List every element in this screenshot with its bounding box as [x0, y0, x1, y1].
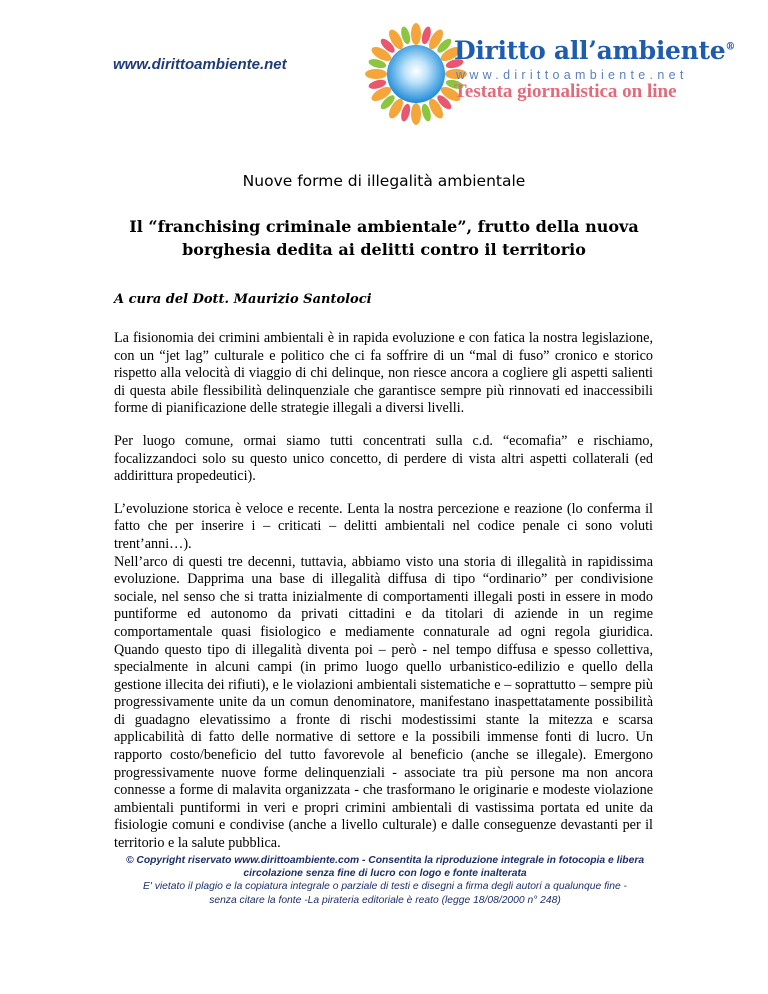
brand-url: www.dirittoambiente.net [456, 68, 688, 82]
registered-mark: ® [725, 41, 736, 53]
logo [364, 22, 736, 126]
brand-tagline: Testata giornalistica on line [454, 81, 677, 102]
article-title [0, 215, 768, 261]
paragraph: Per luogo comune, ormai siamo tutti concentrati sulla c.d. “ecomafia” e rischiamo, focalizzandoci solo su questo unico concetto, di perdere di vista altri aspetti collaterali (ed addirittura propedeutici). [114, 432, 653, 485]
article-body [114, 330, 653, 868]
footer-line-2: circolazione senza fine di lucro con logo e fonte inalterata [243, 868, 527, 880]
copyright-footer [60, 854, 710, 907]
title-line-1: Il “franchising criminale ambientale”, frutto della nuova [129, 217, 639, 236]
footer-line-1: © Copyright riservato www.dirittoambiente.com - Consentita la riproduzione integrale in fotocopia e libera [125, 855, 645, 866]
brand-name: Diritto all’ambiente® [454, 36, 736, 65]
article-author: A cura del Dott. Maurizio Santoloci [114, 292, 372, 307]
footer-line-3: E' vietato il plagio e la copiatura integrale o parziale di testi e disegni a firma degli autori a qualunque fine - [143, 881, 627, 893]
paragraph: Nell’arco di questi tre decenni, tuttavia, abbiamo visto una storia di illegalità in rapidissima evoluzione. Dapprima una base di illegalità diffusa di tipo “ordinario” per condivisione sociale, nel senso che si tratta inizialmente di comportamenti illegali posti in essere in modo puntiforme ed autonomo da privati cittadini e da titolari di aziende in un regime comportamentale quasi fisiologico e mediamente connaturale ad ogni regola giuridica. Quando questo tipo di illegalità diventa poi – però - nel tempo diffusa e spesso collettiva, specialmente in alcuni campi (in primo luogo quello urbanistico-edilizio e quello della gestione illecita dei rifiuti), e le violazioni ambientali sistematiche e – soprattutto – sempre più progressivamente unite da un comun denominatore, manifestano inaspettatamente possibilità di guadagno elevatissimo a fronte di rischi modestissimi stante la mitezza e scarsa applicabilità di fatto delle normative di settore e la possibili immense fonti di lucro. Un rapporto costo/beneficio del tutto favorevole al beneficio (anche se illegale). Emergono progressivamente nuove forme delinquenziali - associate tra più persone ma non ancora connesse a forme di malavita organizzata - che trasformano le originarie e modeste violazione ambientali puntiformi in veri e propri crimini ambientali di vastissima portata ed unite da fisiologie comuni e condivise (anche a livello culturale) e dalle conseguenze devastanti per il territorio e la salute pubblica. [114, 553, 653, 852]
site-url: www.dirittoambiente.net [113, 56, 287, 73]
footer-line-4: senza citare la fonte -La pirateria editoriale è reato (legge 18/08/2000 n° 248) [209, 894, 561, 906]
article-topic: Nuove forme di illegalità ambientale [242, 172, 526, 190]
paragraph: La fisionomia dei crimini ambientali è in rapida evoluzione e con fatica la nostra legislazione, con un “jet lag” culturale e politico che ci fa soffrire di un “mal di fuso” cronico e storico rispetto alla velocità di viaggio di chi delinque, non riesce ancora a cogliere gli aspetti salienti di questa abile flessibilità delinquenziale che garantisce sempre più rinnovati ed inaccessibili forme di pianificazione delle strategie illegali a diversi livelli. [114, 330, 653, 417]
title-line-2: borghesia dedita ai delitti contro il territorio [182, 240, 586, 259]
sun-logo-icon [364, 22, 468, 126]
paragraph: L’evoluzione storica è veloce e recente. Lenta la nostra percezione e reazione (lo conferma il fatto che per inserire i – criticati – delitti ambientali nel codice penale ci sono voluti trent’anni…). [114, 500, 653, 552]
